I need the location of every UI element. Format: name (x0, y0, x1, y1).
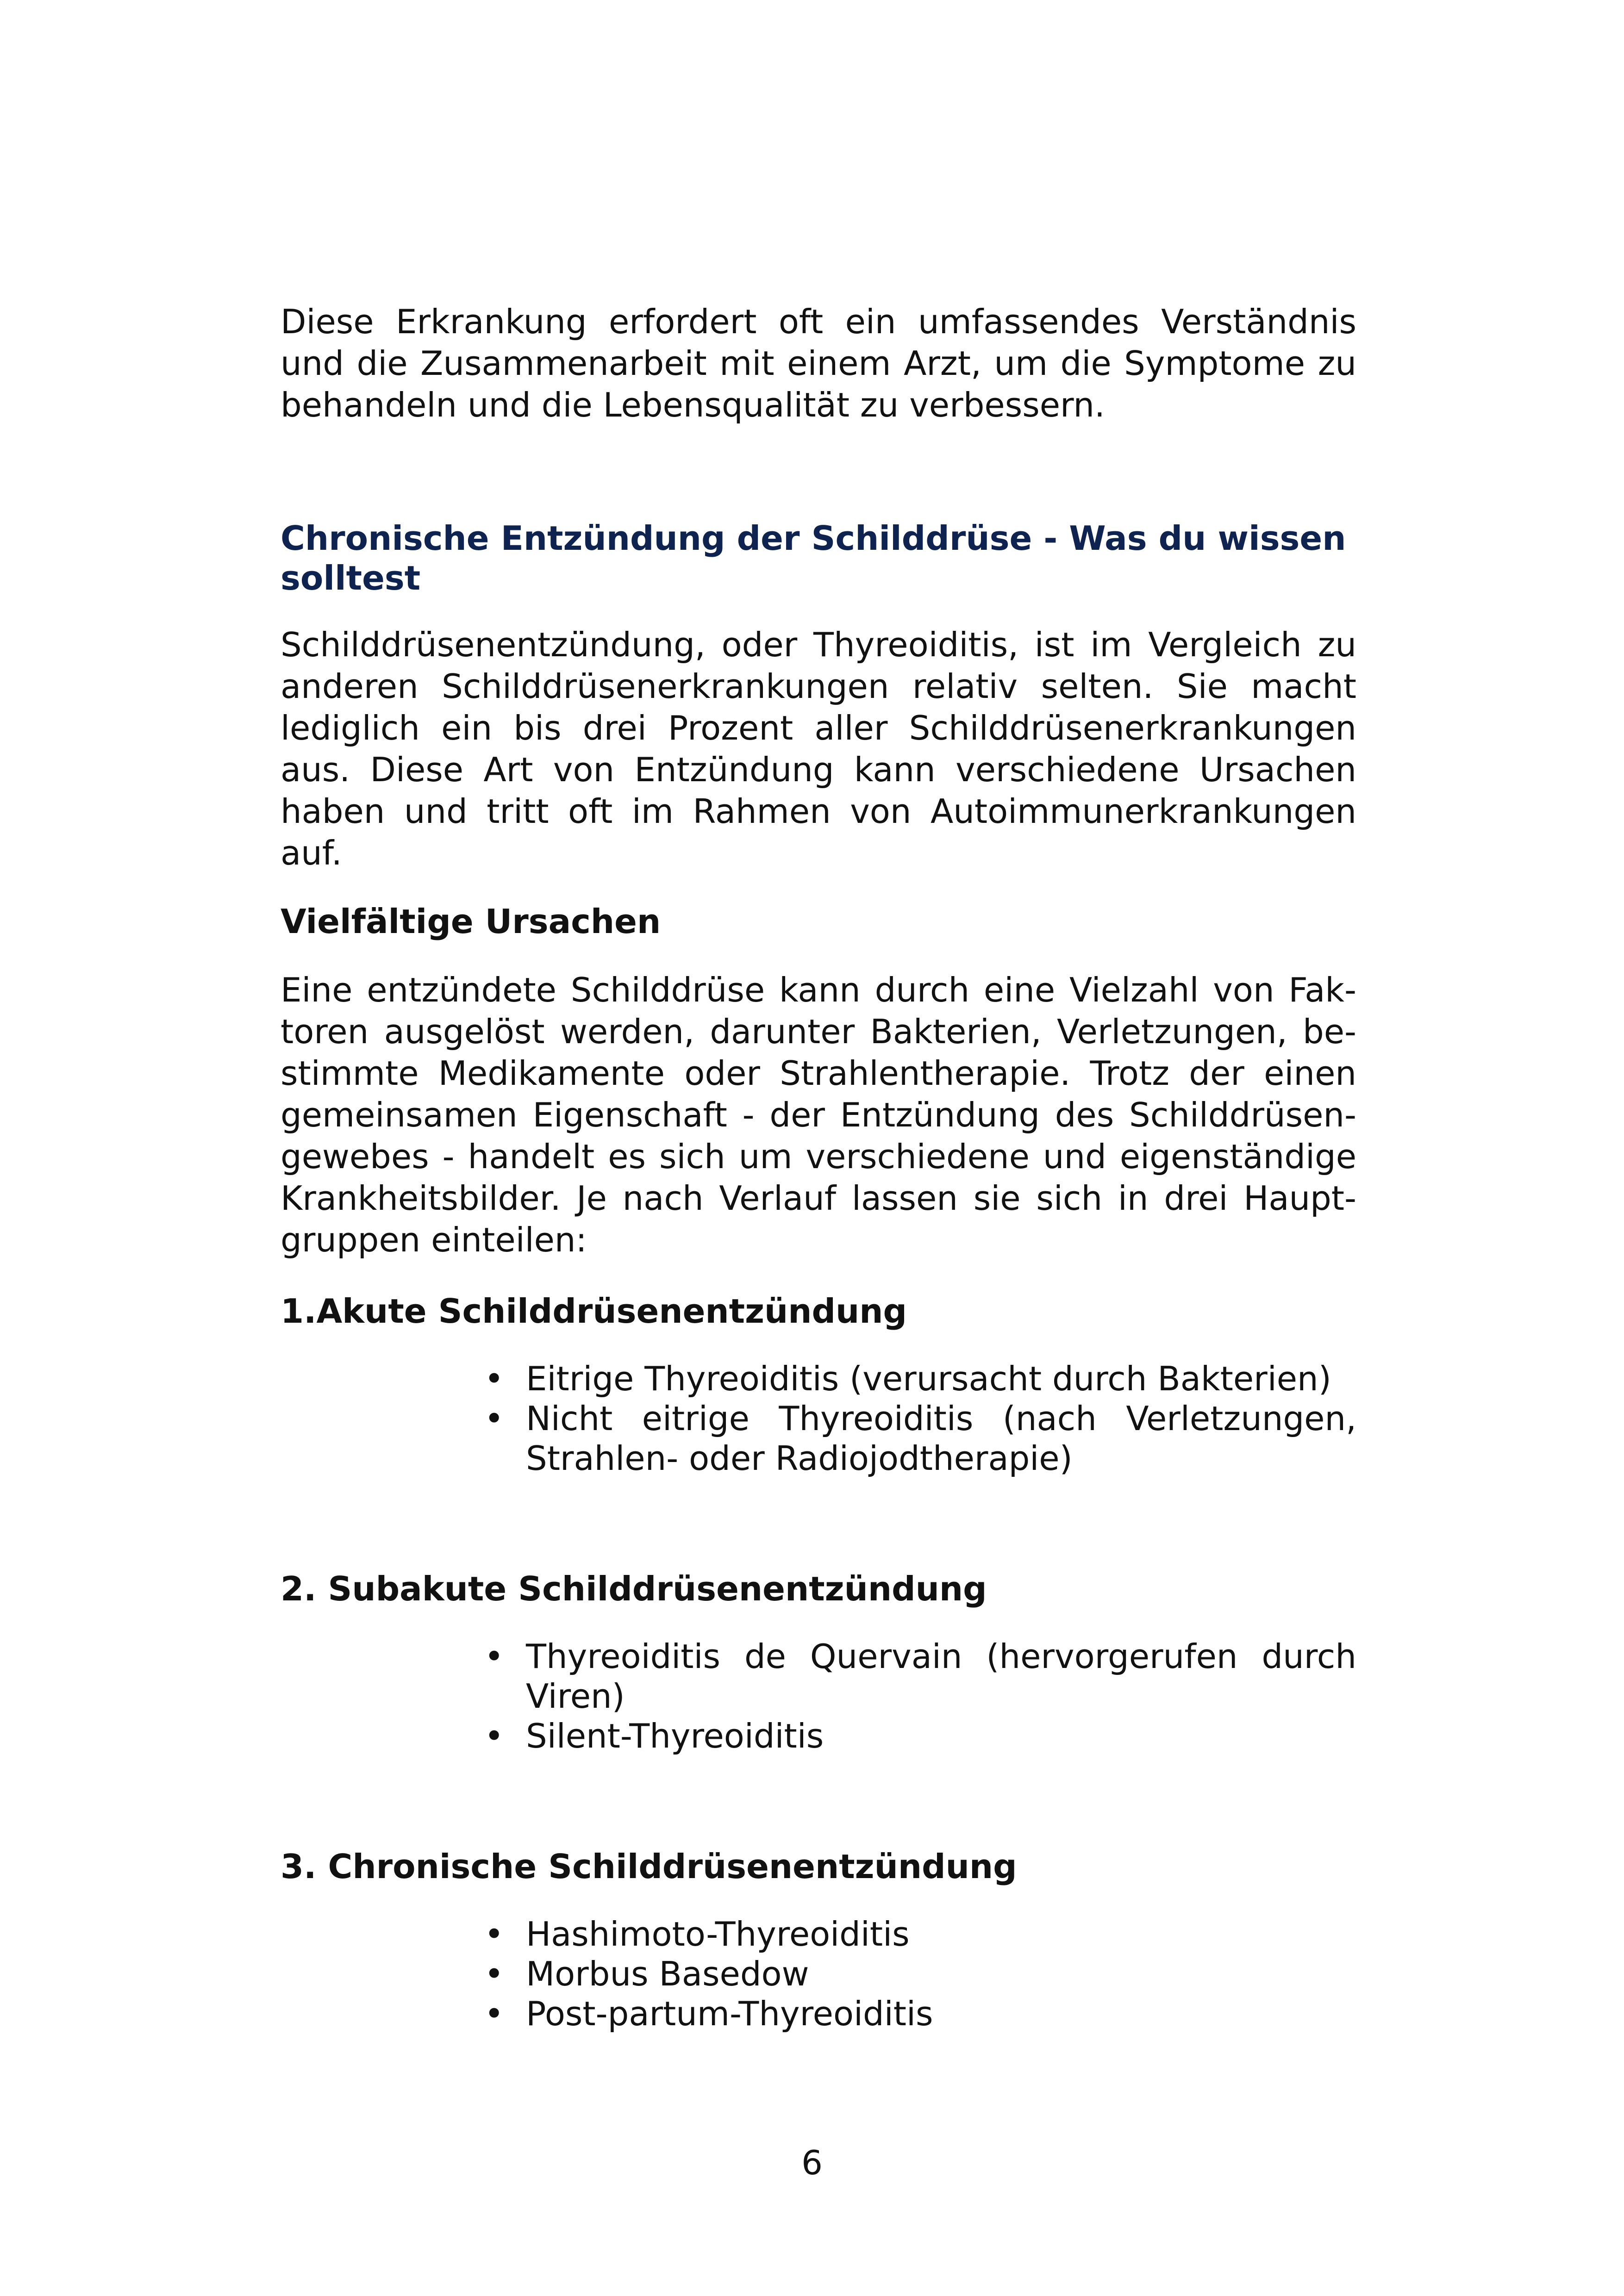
bullet-icon: • (484, 1915, 504, 1954)
bullet-icon: • (484, 1954, 504, 1993)
list-item: • Hashimoto-Thyreoiditis (484, 1915, 910, 1954)
group-list-acute (281, 1359, 1356, 1478)
document-page (281, 301, 1356, 2034)
bullet-icon: • (484, 1637, 504, 1676)
main-heading: Chronische Entzündung der Schilddrüse - Was du wissen solltest (281, 519, 1346, 597)
list-item: • Thyreoiditis de Quervain (hervorgerufen durch Viren) (484, 1637, 1356, 1716)
group-list-subacute (281, 1636, 1356, 1756)
group-heading-acute: 1.Akute Schilddrüsenentzündung (281, 1292, 907, 1331)
bullet-icon: • (484, 1359, 504, 1398)
group-list-chronic (281, 1914, 1356, 2034)
main-paragraph: Schilddrüsenentzündung, oder Thyreoiditis, ist im Vergleich zu anderen Schilddrüsenerkrankungen relativ selten. Sie macht lediglich ein bis drei Prozent aller Schilddrüsenerkrankungen aus. Diese Art von Entzündung kann verschiedene Ursachen haben und tritt oft im Rahmen von Autoimmunerkrankungen auf. (281, 625, 1356, 872)
group-heading-chronic: 3. Chronische Schilddrüsenentzündung (281, 1847, 1017, 1886)
list-item: • Morbus Basedow (484, 1954, 809, 1993)
list-item: • Nicht eitrige Thyreoiditis (nach Verletzungen, Strahlen- oder Radiojodtherapie) (484, 1399, 1356, 1478)
causes-paragraph: Eine entzündete Schilddrüse kann durch eine Vielzahl von Faktoren ausgelöst werden, darunter Bakterien, Verletzungen, bestimmte Medikamente oder Strahlentherapie. Trotz der einen gemeinsamen Eigenschaft - der Entzündung des Schilddrüsengewebes - handelt es sich um verschiedene und eigenständige Krankheitsbilder. Je nach Verlauf lassen sie sich in drei Hauptgruppen einteilen: (281, 971, 1356, 1259)
list-item: • Silent-Thyreoiditis (484, 1717, 824, 1755)
list-item: • Eitrige Thyreoiditis (verursacht durch Bakterien) (484, 1359, 1331, 1398)
group-heading-subacute: 2. Subakute Schilddrüsenentzündung (281, 1569, 987, 1608)
causes-heading: Vielfältige Ursachen (281, 902, 661, 941)
intro-paragraph: Diese Erkrankung erfordert oft ein umfassendes Verständnis und die Zusammenarbeit mit einem Arzt, um die Symptome zu behandeln und die Lebensqualität zu verbessern. (281, 302, 1356, 424)
bullet-icon: • (484, 1717, 504, 1755)
list-item: • Post-partum-Thyreoiditis (484, 1994, 933, 2033)
bullet-icon: • (484, 1994, 504, 2033)
bullet-icon: • (484, 1399, 504, 1438)
page-number: 6 (801, 2143, 823, 2182)
